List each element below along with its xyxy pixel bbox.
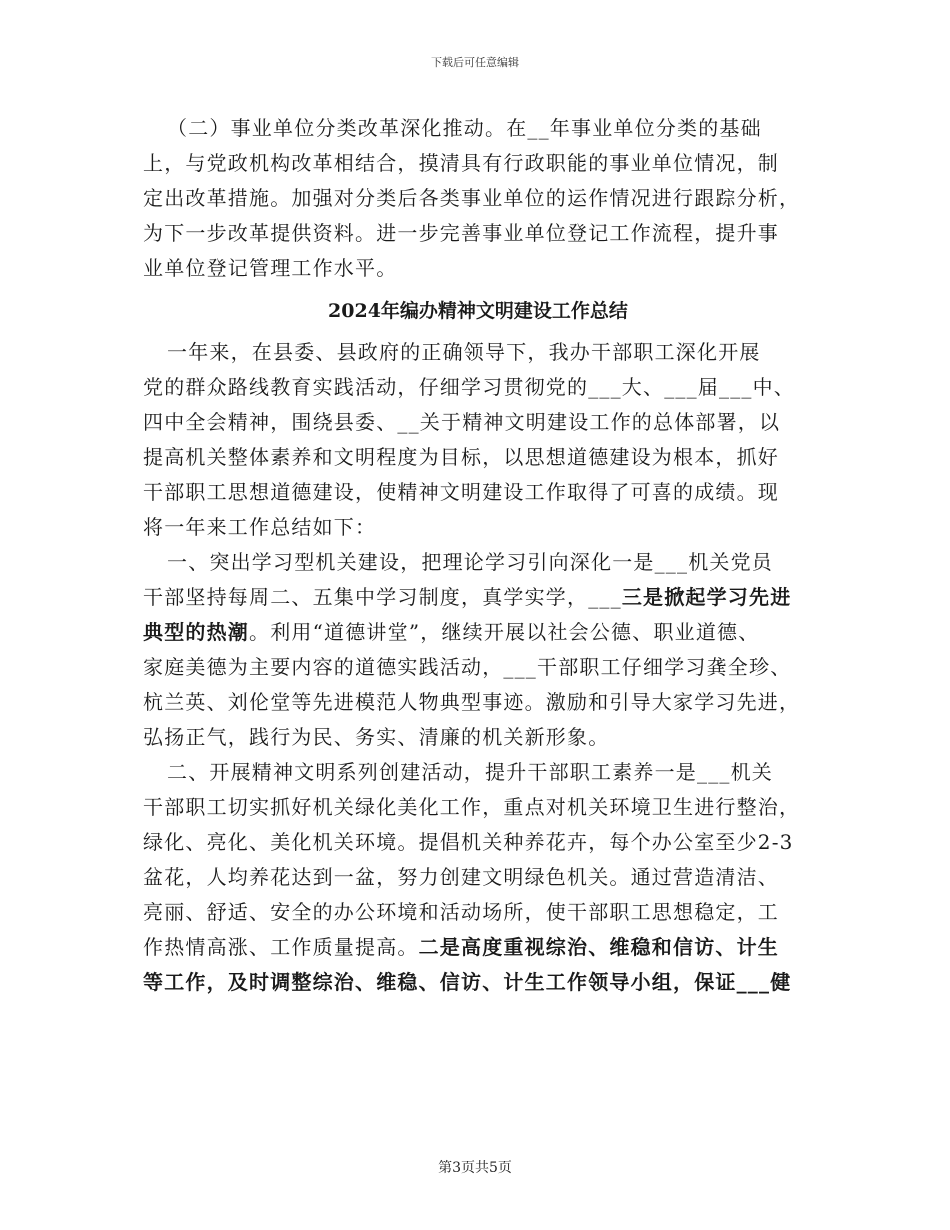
intro-paragraph — [143, 335, 813, 545]
paragraph-line: 干部职工思想道德建设，使精神文明建设工作取得了可喜的成绩。现 — [143, 480, 779, 504]
normal-text: 。利用“道德讲堂”，继续开展以社会公德、职业道德、 — [249, 620, 760, 644]
document-body — [143, 111, 813, 1000]
paragraph-line: 提高机关整体素养和文明程度为目标，以思想道德建设为根本，抓好 — [143, 445, 779, 469]
bold-text: 典型的热潮 — [143, 620, 249, 644]
paragraph-line: 等工作，及时调整综治、维稳、信访、计生工作领导小组，保证___健 — [143, 970, 792, 994]
section-paragraph-reform — [143, 111, 813, 286]
bold-text: 二是高度重视综治、维稳和信访、计生 — [418, 935, 780, 959]
paragraph-line: 将一年来工作总结如下： — [143, 515, 377, 539]
paragraph-line — [143, 580, 813, 615]
paragraph-line: 家庭美德为主要内容的道德实践活动，___干部职工仔细学习龚全珍、 — [143, 655, 792, 679]
normal-text: 干部坚持每周二、五集中学习制度，真学实学，___ — [143, 585, 622, 609]
paragraph-line: 弘扬正气，践行为民、务实、清廉的机关新形象。 — [143, 725, 610, 749]
paragraph-line — [143, 615, 813, 650]
paragraph-line: 为下一步改革提供资料。进一步完善事业单位登记工作流程，提升事 — [143, 221, 779, 245]
paragraph-line: 干部职工切实抓好机关绿化美化工作，重点对机关环境卫生进行整治， — [143, 795, 801, 819]
page-number: 第3页共5页 — [438, 1160, 512, 1176]
paragraph-line: 定出改革措施。加强对分类后各类事业单位的运作情况进行跟踪分析， — [143, 186, 801, 210]
normal-text: 作热情高涨、工作质量提高。 — [143, 935, 419, 959]
paragraph-line: 党的群众路线教育实践活动，仔细学习贯彻党的___大、___届___中、 — [143, 375, 795, 399]
document-title: 2024年编办精神文明建设工作总结 — [328, 300, 628, 322]
paragraph-line — [143, 930, 813, 965]
bold-text: 三是掀起学习先进 — [621, 585, 792, 609]
paragraph-line: 杭兰英、刘伦堂等先进模范人物典型事迹。激励和引导大家学习先进， — [143, 690, 801, 714]
paragraph-line: 盆花，人均养花达到一盆，努力创建文明绿色机关。通过营造清洁、 — [143, 865, 779, 889]
paragraph-line: 一年来，在县委、县政府的正确领导下，我办干部职工深化开展 — [167, 340, 761, 364]
paragraph-line: 四中全会精神，围绕县委、__关于精神文明建设工作的总体部署，以 — [143, 410, 781, 434]
paragraph-line: 业单位登记管理工作水平。 — [143, 256, 398, 280]
paragraph-line: 绿化、亮化、美化机关环境。提倡机关种养花卉，每个办公室至少2-3 — [143, 830, 794, 854]
part-one-paragraph — [143, 545, 813, 755]
paragraph-line: 一、突出学习型机关建设，把理论学习引向深化一是___机关党员 — [167, 550, 773, 574]
paragraph-line: 二、开展精神文明系列创建活动，提升干部职工素养一是___机关 — [167, 760, 773, 784]
paragraph-line: 上，与党政机构改革相结合，摸清具有行政职能的事业单位情况，制 — [143, 151, 779, 175]
paragraph-line: （二）事业单位分类改革深化推动。在__年事业单位分类的基础 — [167, 116, 762, 140]
header-note: 下载后可任意编辑 — [431, 56, 519, 69]
part-two-paragraph — [143, 755, 813, 1000]
paragraph-line: 亮丽、舒适、安全的办公环境和活动场所，使干部职工思想稳定，工 — [143, 900, 779, 924]
